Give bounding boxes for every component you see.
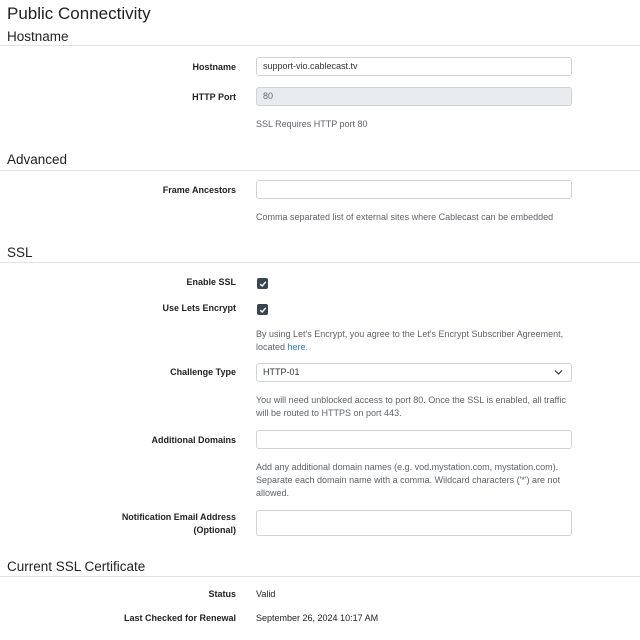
frame-ancestors-input[interactable]	[256, 180, 572, 199]
cert-renewal-label: Last Checked for Renewal	[123, 613, 236, 623]
http-port-help: SSL Requires HTTP port 80	[256, 119, 368, 129]
challenge-type-value: HTTP-01	[263, 367, 300, 377]
enable-ssl-checkbox[interactable]	[257, 278, 268, 289]
frame-ancestors-label: Frame Ancestors	[162, 185, 236, 195]
notification-email-label-line1: Notification Email Address	[121, 512, 236, 522]
additional-domains-help-line2: Separate each domain name with a comma. Wildcard characters ('*') are not	[256, 475, 561, 485]
lets-encrypt-help-line1: By using Let's Encrypt, you agree to the Let's Encrypt Subscriber Agreement,	[256, 329, 564, 339]
section-divider	[0, 262, 640, 263]
notification-email-input[interactable]	[256, 510, 572, 536]
lets-encrypt-help-text: located	[256, 342, 288, 352]
lets-encrypt-help	[256, 328, 576, 354]
section-title-ssl: SSL	[7, 245, 33, 260]
cert-status-value: Valid	[256, 589, 276, 599]
section-divider	[0, 576, 640, 577]
challenge-type-help-line2: will be routed to HTTPS on port 443.	[256, 408, 402, 418]
hostname-input[interactable]: support-vio.cablecast.tv	[256, 57, 572, 76]
http-port-input: 80	[256, 87, 572, 106]
challenge-type-select[interactable]	[256, 363, 572, 382]
lets-encrypt-checkbox[interactable]	[257, 304, 268, 315]
section-title-hostname: Hostname	[7, 29, 69, 44]
notification-email-label-line2: (Optional)	[193, 525, 236, 535]
http-port-label: HTTP Port	[192, 92, 236, 102]
enable-ssl-label: Enable SSL	[186, 277, 236, 287]
additional-domains-input[interactable]	[256, 430, 572, 449]
additional-domains-label: Additional Domains	[151, 435, 236, 445]
section-divider	[0, 45, 640, 46]
frame-ancestors-help: Comma separated list of external sites where Cablecast can be embedded	[256, 212, 554, 222]
additional-domains-help	[256, 461, 576, 500]
subscriber-agreement-link[interactable]: here.	[287, 342, 309, 352]
notification-email-label	[16, 511, 236, 537]
cert-renewal-value: September 26, 2024 10:17 AM	[256, 613, 379, 623]
chevron-down-icon	[554, 369, 563, 376]
challenge-type-help	[256, 394, 576, 420]
section-title-advanced: Advanced	[7, 152, 68, 167]
hostname-label: Hostname	[192, 62, 236, 72]
checkmark-icon	[259, 306, 267, 314]
challenge-type-help-line1: You will need unblocked access to port 80. Once the SSL is enabled, all traffic	[256, 395, 566, 405]
lets-encrypt-label: Use Lets Encrypt	[162, 303, 236, 313]
cert-status-label: Status	[208, 589, 236, 599]
section-title-current-cert: Current SSL Certificate	[7, 559, 146, 574]
lets-encrypt-help-line2	[256, 341, 576, 354]
additional-domains-help-line1: Add any additional domain names (e.g. vod.mystation.com, mystation.com).	[256, 462, 559, 472]
checkmark-icon	[259, 280, 267, 288]
challenge-type-label: Challenge Type	[170, 367, 236, 377]
additional-domains-help-line3: allowed.	[256, 488, 290, 498]
section-divider	[0, 170, 640, 171]
page-title: Public Connectivity	[7, 4, 151, 23]
